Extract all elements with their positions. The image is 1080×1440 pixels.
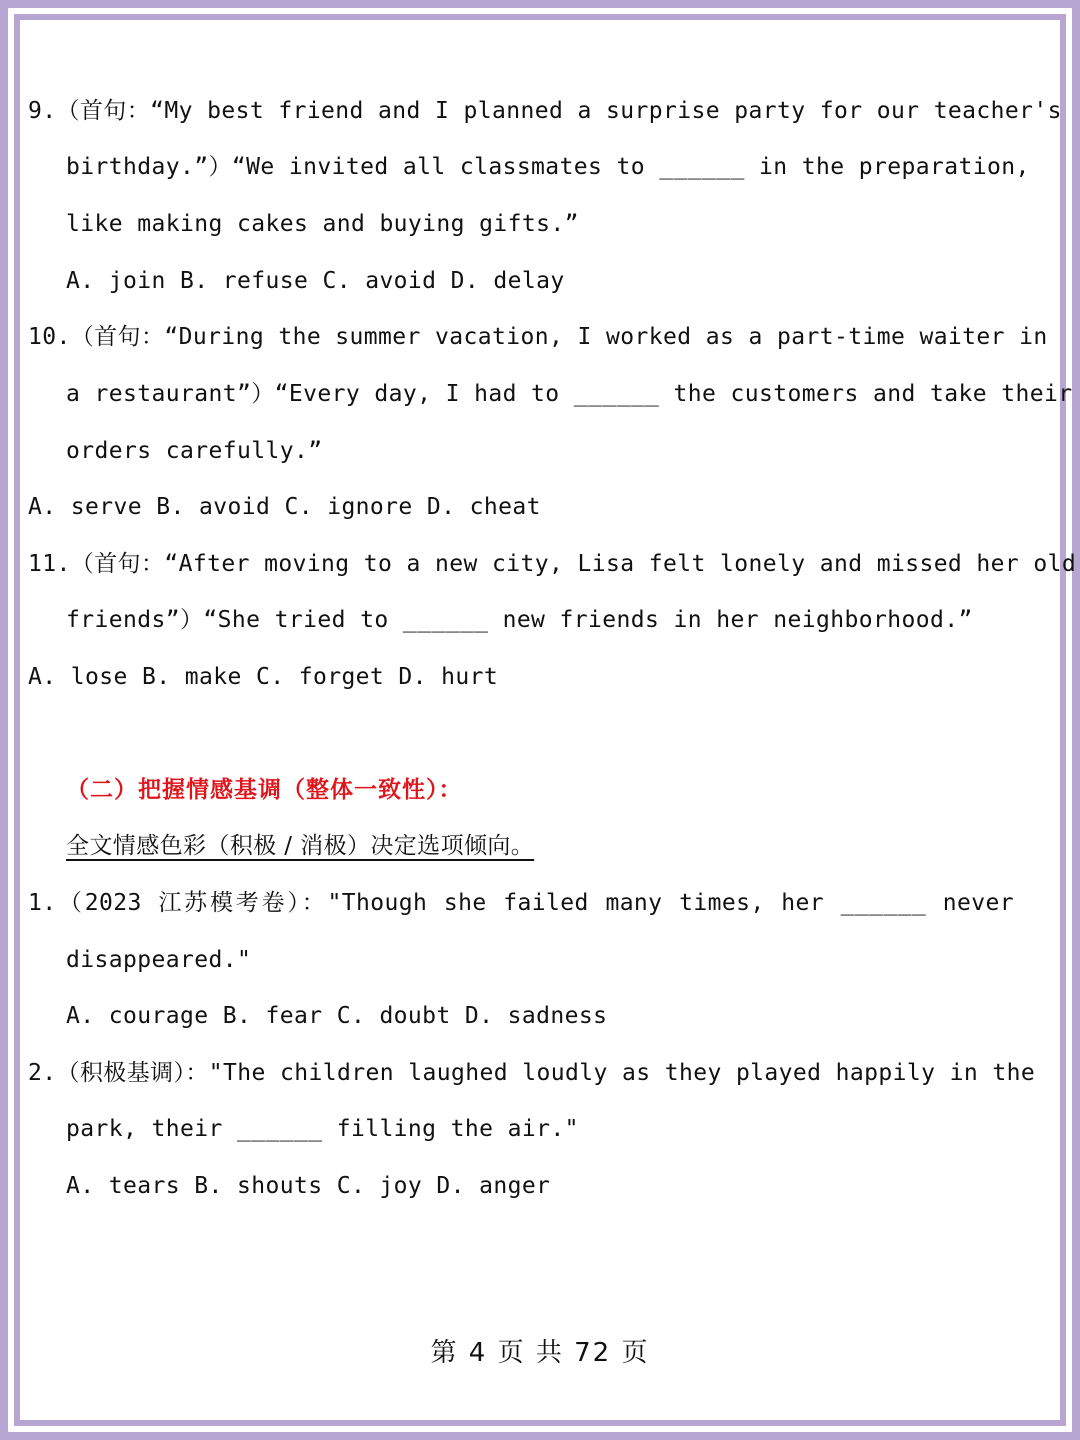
q10-options: A. serve B. avoid C. ignore D. cheat (28, 494, 541, 520)
q9-options: A. join B. refuse C. avoid D. delay (66, 268, 565, 294)
s2-q2-line-1: 2.（积极基调）："The children laughed loudly as they played happily in the (28, 1060, 1036, 1086)
s2-q1-line-1: 1.（2023 江苏模考卷）："Though she failed many times, her ______ never (28, 890, 1014, 916)
s2-q2-line-2: park, their ______ filling the air." (66, 1116, 579, 1142)
s2-q2-options: A. tears B. shouts C. joy D. anger (66, 1173, 551, 1199)
q10-line-1: 10.（首句：“During the summer vacation, I worked as a part-time waiter in (28, 324, 1048, 350)
q9-line-2: birthday.”）“We invited all classmates to ______ in the preparation, (66, 154, 1030, 180)
q9-line-1: 9.（首句：“My best friend and I planned a surprise party for our teacher's (28, 98, 1062, 124)
s2-q1-options: A. courage B. fear C. doubt D. sadness (66, 1003, 608, 1029)
q11-line-2: friends”）“She tried to ______ new friends in her neighborhood.” (66, 607, 973, 633)
section-heading: （二）把握情感基调（整体一致性）： (66, 777, 463, 803)
s2-q1-line-2: disappeared." (66, 947, 252, 973)
q11-line-1: 11.（首句：“After moving to a new city, Lisa felt lonely and missed her old (28, 551, 1077, 577)
q9-line-3: like making cakes and buying gifts.” (66, 211, 579, 237)
page-number: 第 4 页 共 72 页 (430, 1338, 650, 1368)
section-subheading: 全文情感色彩（积极 / 消极）决定选项倾向。 (66, 833, 535, 859)
q10-line-2: a restaurant”）“Every day, I had to ______ the customers and take their (66, 381, 1073, 407)
q10-line-3: orders carefully.” (66, 438, 323, 464)
q11-options: A. lose B. make C. forget D. hurt (28, 664, 499, 690)
